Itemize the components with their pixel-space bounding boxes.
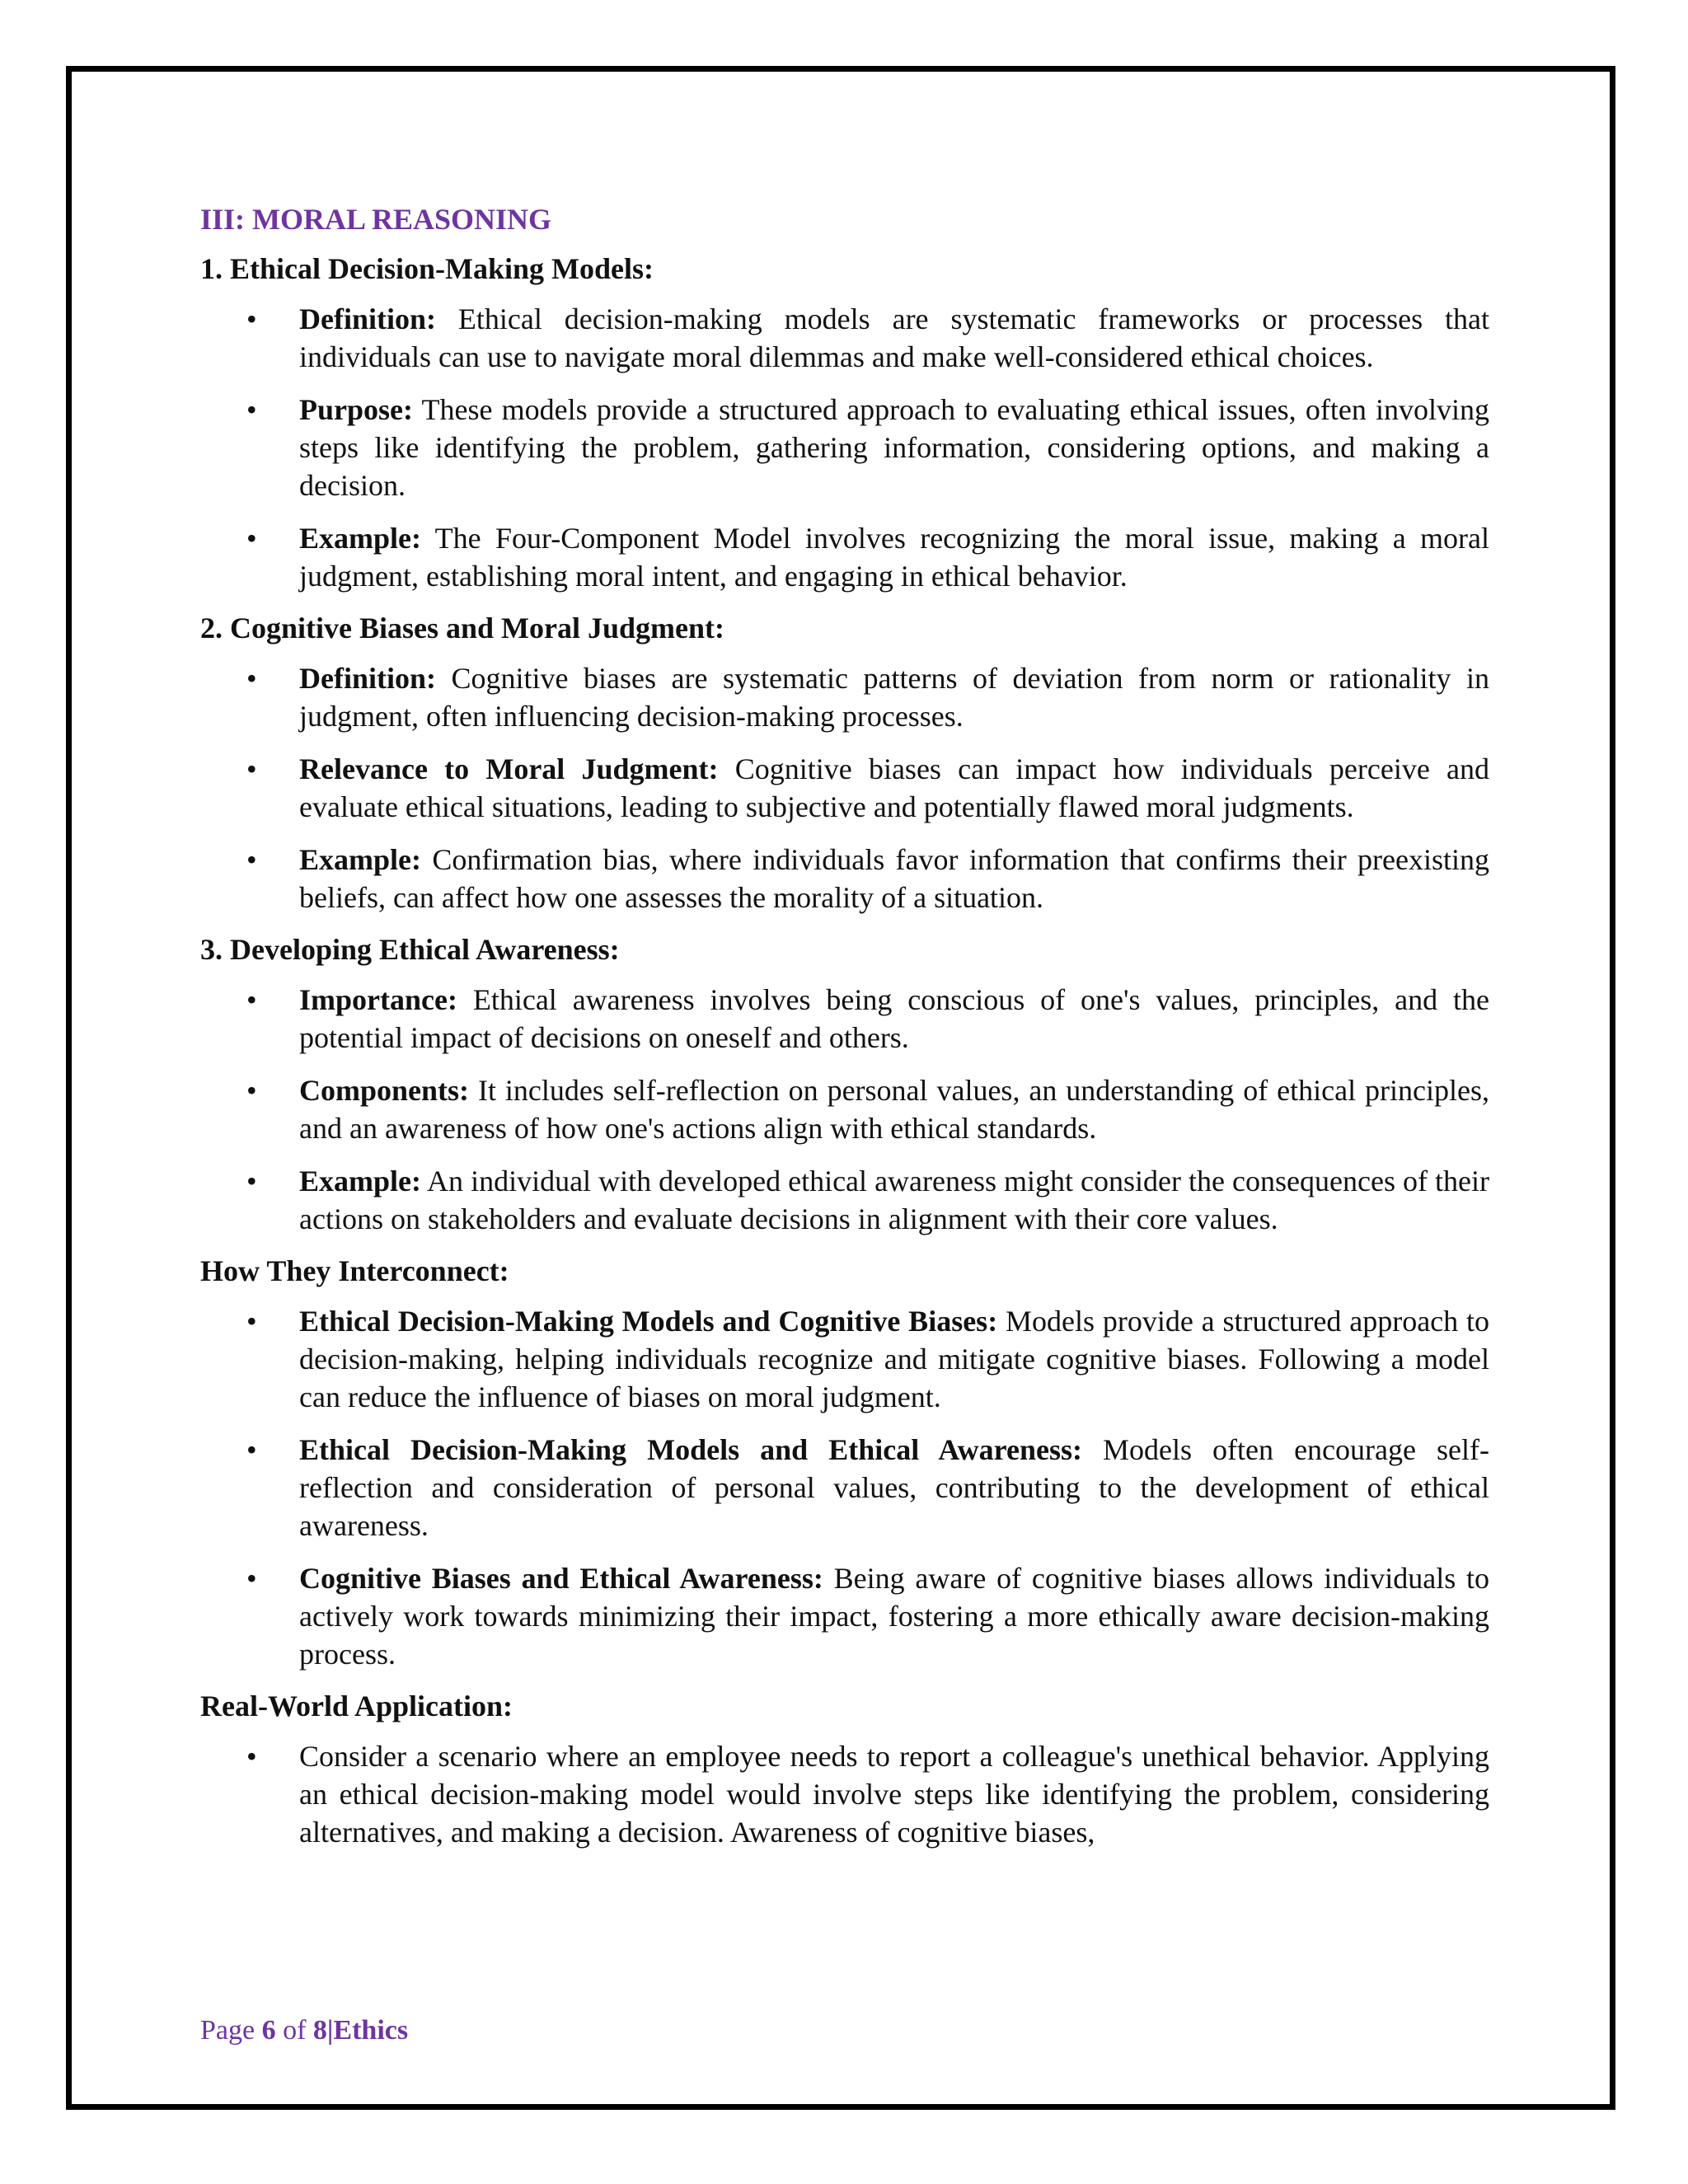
item-text: An individual with developed ethical awareness might consider the consequences of their actions on stakeholders and evaluate decisions in alignment with their core values. — [299, 1165, 1489, 1235]
list-item — [200, 981, 1489, 1057]
page-footer — [200, 2014, 408, 2047]
item-text: Ethical decision-making models are systematic frameworks or processes that individuals can use to navigate moral dilemmas and make well-considered ethical choices. — [299, 302, 1489, 373]
item-label: Example: — [299, 1165, 421, 1197]
list-item — [200, 750, 1489, 826]
list-item — [200, 1071, 1489, 1147]
footer-of-word: of — [275, 2015, 313, 2046]
section-title: III: MORAL REASONING — [200, 203, 552, 236]
item-label: Ethical Decision-Making Models and Cognitive Biases: — [299, 1305, 998, 1338]
bullet-list — [200, 981, 1489, 1238]
item-text: Models provide a structured approach to decision-making, helping individuals recognize and mitigate cognitive biases. Following a model can reduce the influence of biases on moral judgment. — [299, 1305, 1489, 1413]
item-text: Being aware of cognitive biases allows individuals to actively work towards minimizing their impact, fostering a more ethically aware decision-making process. — [299, 1562, 1489, 1671]
item-text: Models often encourage self- reflection and consideration of personal values, contributing to the development of ethical awareness. — [299, 1433, 1489, 1542]
bullet-icon: • — [246, 1740, 257, 1773]
bullet-list — [200, 300, 1489, 595]
page-content — [200, 201, 1489, 1866]
item-label: Definition: — [299, 302, 436, 335]
bullet-icon: • — [246, 393, 257, 426]
section-heading: Real-World Application: — [200, 1690, 513, 1722]
item-label: Ethical Decision-Making Models and Ethical Awareness: — [299, 1433, 1082, 1466]
item-text: It includes self-reflection on personal values, an understanding of ethical principles, and an awareness of how one's actions align with ethical standards. — [299, 1074, 1489, 1145]
bullet-icon: • — [246, 1433, 257, 1466]
list-item — [200, 1737, 1489, 1851]
item-label: Example: — [299, 843, 421, 876]
sections-container — [200, 251, 1489, 1851]
footer-page-word: Page — [200, 2015, 262, 2046]
section-heading: 1. Ethical Decision-Making Models: — [200, 252, 654, 285]
section-heading: 2. Cognitive Biases and Moral Judgment: — [200, 612, 725, 644]
footer-separator: | — [326, 2015, 334, 2046]
list-item — [200, 659, 1489, 735]
section-heading: 3. Developing Ethical Awareness: — [200, 933, 620, 966]
footer-document-title: Ethics — [333, 2015, 409, 2046]
item-label: Purpose: — [299, 393, 413, 426]
bullet-icon: • — [246, 752, 257, 785]
bullet-icon: • — [246, 1074, 257, 1107]
item-label: Relevance to Moral Judgment: — [299, 752, 719, 785]
list-item — [200, 391, 1489, 504]
bullet-icon: • — [246, 843, 257, 876]
list-item — [200, 519, 1489, 595]
bullet-icon: • — [246, 302, 257, 335]
item-label: Components: — [299, 1074, 470, 1107]
section-heading: How They Interconnect: — [200, 1254, 509, 1287]
list-item — [200, 1302, 1489, 1416]
item-text: The Four-Component Model involves recognizing the moral issue, making a moral judgment, establishing moral intent, and engaging in ethical behavior. — [299, 522, 1489, 593]
item-text: Consider a scenario where an employee needs to report a colleague's unethical behavior. Applying an ethical decision-making model would involve steps like identifying the problem, considering alternatives, and making a decision. Awareness of cognitive biases, — [299, 1740, 1489, 1849]
bullet-icon: • — [246, 1305, 257, 1338]
item-label: Definition: — [299, 662, 436, 695]
list-item — [200, 1559, 1489, 1673]
bullet-list — [200, 1737, 1489, 1851]
footer-page-total: 8 — [312, 2015, 327, 2046]
list-item — [200, 300, 1489, 376]
item-label: Cognitive Biases and Ethical Awareness: — [299, 1562, 823, 1595]
bullet-icon: • — [246, 1165, 257, 1197]
item-label: Example: — [299, 522, 421, 555]
bullet-icon: • — [246, 662, 257, 695]
bullet-icon: • — [246, 1562, 257, 1595]
item-text: These models provide a structured approach to evaluating ethical issues, often involving steps like identifying the problem, gathering information, considering options, and making a decision. — [299, 393, 1489, 502]
list-item — [200, 841, 1489, 916]
bullet-list — [200, 659, 1489, 916]
item-text: Cognitive biases are systematic patterns of deviation from norm or rationality in judgment, often influencing decision-making processes. — [299, 662, 1489, 733]
bullet-icon: • — [246, 983, 257, 1016]
bullet-icon: • — [246, 522, 257, 555]
item-text: Cognitive biases can impact how individuals perceive and evaluate ethical situations, leading to subjective and potentially flawed moral judgments. — [299, 752, 1489, 823]
item-text: Ethical awareness involves being conscious of one's values, principles, and the potential impact of decisions on oneself and others. — [299, 983, 1489, 1054]
item-label: Importance: — [299, 983, 457, 1016]
list-item — [200, 1162, 1489, 1238]
item-text: Confirmation bias, where individuals favor information that confirms their preexisting beliefs, can affect how one assesses the morality of a situation. — [299, 843, 1489, 914]
footer-page-number: 6 — [261, 2015, 276, 2046]
list-item — [200, 1431, 1489, 1544]
bullet-list — [200, 1302, 1489, 1673]
